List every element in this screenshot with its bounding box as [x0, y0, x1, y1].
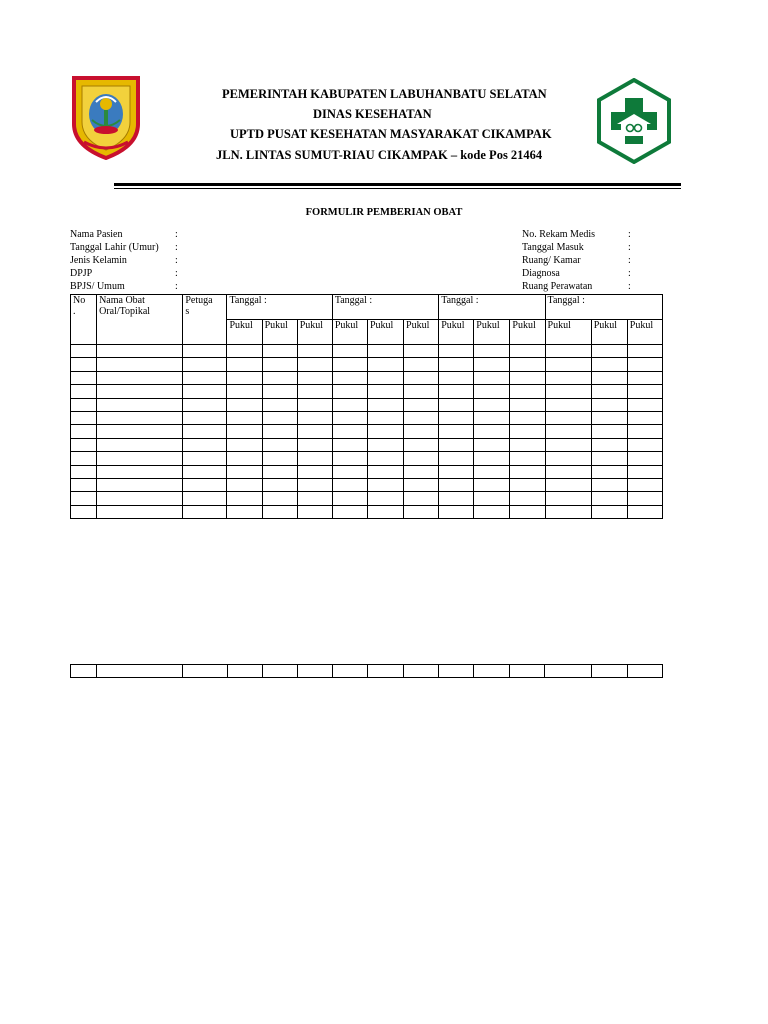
empty-cell[interactable]	[510, 452, 545, 465]
empty-cell[interactable]	[183, 358, 227, 371]
empty-cell[interactable]	[439, 438, 474, 451]
empty-cell[interactable]	[367, 345, 403, 358]
empty-cell[interactable]	[97, 505, 183, 518]
empty-cell[interactable]	[97, 358, 183, 371]
col-header-pukul: Pukul	[262, 320, 297, 345]
empty-cell[interactable]	[262, 452, 297, 465]
empty-cell[interactable]	[627, 452, 662, 465]
empty-cell[interactable]	[227, 452, 262, 465]
empty-cell[interactable]	[367, 425, 403, 438]
empty-cell[interactable]	[439, 358, 474, 371]
empty-cell[interactable]	[227, 398, 262, 411]
empty-cell[interactable]	[71, 452, 97, 465]
empty-cell[interactable]	[474, 371, 510, 384]
info-row-rekam-medis	[522, 228, 636, 241]
empty-cell[interactable]	[404, 492, 439, 505]
empty-cell[interactable]	[474, 478, 510, 491]
table-row	[71, 665, 663, 678]
empty-cell[interactable]	[474, 345, 510, 358]
info-colon: :	[175, 268, 178, 279]
empty-cell[interactable]	[591, 478, 627, 491]
col-header-petugas: Petuga s	[183, 295, 227, 345]
empty-cell[interactable]	[183, 425, 227, 438]
info-row-tanggal-lahir	[70, 241, 183, 254]
col-header-pukul: Pukul	[545, 320, 591, 345]
empty-cell[interactable]	[97, 411, 183, 424]
col-header-tanggal: Tanggal :	[227, 295, 332, 320]
empty-cell[interactable]	[367, 438, 403, 451]
empty-cell[interactable]	[510, 358, 545, 371]
empty-cell[interactable]	[227, 465, 262, 478]
empty-cell[interactable]	[474, 425, 510, 438]
empty-cell[interactable]	[545, 438, 591, 451]
table-row	[71, 411, 663, 424]
info-label: Nama Pasien	[70, 229, 123, 240]
empty-cell[interactable]	[545, 505, 591, 518]
col-header-pukul: Pukul	[627, 320, 662, 345]
table-row	[71, 505, 663, 518]
empty-cell[interactable]	[591, 505, 627, 518]
empty-cell[interactable]	[439, 478, 474, 491]
col-header-pukul: Pukul	[227, 320, 262, 345]
empty-cell[interactable]	[227, 411, 262, 424]
empty-cell[interactable]	[404, 371, 439, 384]
empty-cell[interactable]	[474, 385, 510, 398]
info-row-jenis-kelamin	[70, 254, 183, 267]
info-colon: :	[628, 268, 631, 279]
empty-cell[interactable]	[510, 492, 545, 505]
empty-cell[interactable]	[332, 505, 367, 518]
empty-cell[interactable]	[183, 411, 227, 424]
col-header-no: No .	[71, 295, 97, 345]
empty-cell[interactable]	[404, 358, 439, 371]
empty-cell[interactable]	[367, 665, 403, 678]
empty-cell[interactable]	[510, 438, 545, 451]
empty-cell[interactable]	[71, 345, 97, 358]
empty-cell[interactable]	[297, 478, 332, 491]
empty-cell[interactable]	[262, 478, 297, 491]
empty-cell[interactable]	[297, 492, 332, 505]
empty-cell[interactable]	[591, 371, 627, 384]
empty-cell[interactable]	[439, 411, 474, 424]
empty-cell[interactable]	[627, 665, 662, 678]
empty-cell[interactable]	[332, 385, 367, 398]
info-colon: :	[628, 281, 631, 292]
empty-cell[interactable]	[227, 665, 262, 678]
empty-cell[interactable]	[227, 425, 262, 438]
empty-cell[interactable]	[367, 505, 403, 518]
info-label: BPJS/ Umum	[70, 281, 125, 292]
empty-cell[interactable]	[404, 411, 439, 424]
table-row	[71, 398, 663, 411]
empty-cell[interactable]	[71, 492, 97, 505]
info-row-dpjp	[70, 267, 183, 280]
header-line-4: JLN. LINTAS SUMUT-RIAU CIKAMPAK – kode Pos 21464	[216, 148, 543, 162]
col-header-pukul: Pukul	[474, 320, 510, 345]
empty-cell[interactable]	[627, 438, 662, 451]
empty-cell[interactable]	[627, 492, 662, 505]
empty-cell[interactable]	[474, 438, 510, 451]
col-header-pukul: Pukul	[297, 320, 332, 345]
empty-cell[interactable]	[262, 505, 297, 518]
col-header-tanggal: Tanggal :	[545, 295, 662, 320]
empty-cell[interactable]	[71, 505, 97, 518]
table-row	[71, 425, 663, 438]
empty-cell[interactable]	[332, 425, 367, 438]
col-header-nama-obat: Nama Obat Oral/Topikal	[97, 295, 183, 345]
empty-cell[interactable]	[71, 478, 97, 491]
table-row	[71, 478, 663, 491]
regency-emblem-logo	[70, 72, 142, 160]
empty-cell[interactable]	[297, 425, 332, 438]
empty-cell[interactable]	[404, 665, 439, 678]
empty-cell[interactable]	[71, 438, 97, 451]
empty-cell[interactable]	[183, 371, 227, 384]
empty-cell[interactable]	[510, 425, 545, 438]
puskesmas-logo	[597, 78, 671, 164]
medication-table	[70, 294, 663, 519]
empty-cell[interactable]	[97, 398, 183, 411]
empty-cell[interactable]	[183, 385, 227, 398]
empty-cell[interactable]	[627, 411, 662, 424]
empty-cell[interactable]	[332, 465, 367, 478]
empty-cell[interactable]	[227, 492, 262, 505]
empty-cell[interactable]	[97, 452, 183, 465]
empty-cell[interactable]	[332, 345, 367, 358]
empty-cell[interactable]	[262, 411, 297, 424]
col-header-pukul: Pukul	[510, 320, 545, 345]
empty-cell[interactable]	[262, 345, 297, 358]
info-colon: :	[175, 255, 178, 266]
info-row-tanggal-masuk	[522, 241, 636, 254]
empty-cell[interactable]	[71, 465, 97, 478]
empty-cell[interactable]	[97, 492, 183, 505]
empty-cell[interactable]	[297, 371, 332, 384]
empty-cell[interactable]	[297, 465, 332, 478]
empty-cell[interactable]	[367, 492, 403, 505]
info-label: Diagnosa	[522, 268, 560, 279]
empty-cell[interactable]	[97, 665, 183, 678]
empty-cell[interactable]	[439, 665, 474, 678]
info-label: Tanggal Lahir (Umur)	[70, 242, 159, 253]
empty-cell[interactable]	[404, 478, 439, 491]
empty-cell[interactable]	[71, 398, 97, 411]
table-row	[71, 358, 663, 371]
info-label: Jenis Kelamin	[70, 255, 127, 266]
empty-cell[interactable]	[510, 371, 545, 384]
empty-cell[interactable]	[97, 371, 183, 384]
empty-cell[interactable]	[404, 398, 439, 411]
empty-cell[interactable]	[439, 452, 474, 465]
empty-cell[interactable]	[439, 385, 474, 398]
info-colon: :	[628, 242, 631, 253]
empty-cell[interactable]	[510, 665, 545, 678]
empty-cell[interactable]	[367, 358, 403, 371]
empty-cell[interactable]	[227, 345, 262, 358]
empty-cell[interactable]	[227, 478, 262, 491]
empty-cell[interactable]	[297, 438, 332, 451]
empty-cell[interactable]	[545, 478, 591, 491]
empty-cell[interactable]	[404, 345, 439, 358]
empty-cell[interactable]	[97, 438, 183, 451]
header-divider-thick	[114, 183, 681, 186]
empty-cell[interactable]	[627, 398, 662, 411]
empty-cell[interactable]	[545, 385, 591, 398]
empty-cell[interactable]	[545, 492, 591, 505]
empty-cell[interactable]	[439, 465, 474, 478]
info-colon: :	[628, 255, 631, 266]
empty-cell[interactable]	[262, 371, 297, 384]
info-row-diagnosa	[522, 267, 636, 280]
col-header-pukul: Pukul	[367, 320, 403, 345]
empty-cell[interactable]	[332, 478, 367, 491]
empty-cell[interactable]	[183, 438, 227, 451]
empty-cell[interactable]	[183, 452, 227, 465]
empty-cell[interactable]	[474, 465, 510, 478]
empty-cell[interactable]	[183, 465, 227, 478]
empty-cell[interactable]	[627, 478, 662, 491]
empty-cell[interactable]	[510, 398, 545, 411]
empty-cell[interactable]	[404, 425, 439, 438]
header-line-3: UPTD PUSAT KESEHATAN MASYARAKAT CIKAMPAK	[230, 127, 552, 141]
info-row-nama-pasien	[70, 228, 183, 241]
empty-cell[interactable]	[439, 505, 474, 518]
empty-cell[interactable]	[367, 411, 403, 424]
empty-cell[interactable]	[262, 465, 297, 478]
info-colon: :	[175, 281, 178, 292]
empty-cell[interactable]	[183, 505, 227, 518]
empty-cell[interactable]	[262, 438, 297, 451]
empty-cell[interactable]	[474, 452, 510, 465]
empty-cell[interactable]	[510, 478, 545, 491]
empty-cell[interactable]	[510, 385, 545, 398]
empty-cell[interactable]	[183, 398, 227, 411]
patient-info-right	[522, 228, 636, 293]
empty-cell[interactable]	[591, 492, 627, 505]
empty-cell[interactable]	[262, 398, 297, 411]
empty-cell[interactable]	[297, 505, 332, 518]
empty-cell[interactable]	[332, 452, 367, 465]
empty-cell[interactable]	[627, 425, 662, 438]
empty-cell[interactable]	[262, 385, 297, 398]
empty-cell[interactable]	[545, 665, 591, 678]
empty-cell[interactable]	[332, 438, 367, 451]
table-row	[71, 452, 663, 465]
empty-cell[interactable]	[183, 492, 227, 505]
empty-cell[interactable]	[627, 385, 662, 398]
header-row-tanggal	[71, 295, 663, 320]
col-header-pukul: Pukul	[439, 320, 474, 345]
empty-cell[interactable]	[545, 345, 591, 358]
empty-cell[interactable]	[262, 425, 297, 438]
empty-cell[interactable]	[183, 665, 227, 678]
empty-cell[interactable]	[591, 358, 627, 371]
empty-cell[interactable]	[227, 358, 262, 371]
empty-cell[interactable]	[591, 665, 627, 678]
empty-cell[interactable]	[545, 398, 591, 411]
info-label: Tanggal Masuk	[522, 242, 584, 253]
info-label: DPJP	[70, 268, 93, 279]
empty-cell[interactable]	[367, 478, 403, 491]
empty-cell[interactable]	[367, 398, 403, 411]
header-divider-thin	[114, 188, 681, 189]
empty-cell[interactable]	[332, 371, 367, 384]
empty-cell[interactable]	[71, 665, 97, 678]
empty-cell[interactable]	[71, 385, 97, 398]
info-row-ruang-perawatan	[522, 280, 636, 293]
empty-cell[interactable]	[332, 492, 367, 505]
empty-cell[interactable]	[627, 505, 662, 518]
empty-cell[interactable]	[367, 371, 403, 384]
empty-cell[interactable]	[627, 358, 662, 371]
empty-cell[interactable]	[97, 425, 183, 438]
empty-cell[interactable]	[474, 398, 510, 411]
table-row	[71, 371, 663, 384]
col-header-tanggal: Tanggal :	[332, 295, 438, 320]
empty-cell[interactable]	[510, 411, 545, 424]
table-row	[71, 438, 663, 451]
empty-cell[interactable]	[439, 371, 474, 384]
empty-cell[interactable]	[439, 398, 474, 411]
col-header-tanggal: Tanggal :	[439, 295, 545, 320]
empty-cell[interactable]	[297, 665, 332, 678]
empty-cell[interactable]	[71, 411, 97, 424]
empty-cell[interactable]	[404, 385, 439, 398]
empty-cell[interactable]	[591, 438, 627, 451]
info-label: Ruang/ Kamar	[522, 255, 581, 266]
empty-cell[interactable]	[474, 505, 510, 518]
table-row	[71, 345, 663, 358]
empty-cell[interactable]	[404, 452, 439, 465]
empty-cell[interactable]	[404, 465, 439, 478]
empty-cell[interactable]	[627, 371, 662, 384]
info-row-ruang-kamar	[522, 254, 636, 267]
empty-cell[interactable]	[545, 452, 591, 465]
table-row	[71, 465, 663, 478]
empty-cell[interactable]	[591, 465, 627, 478]
empty-cell[interactable]	[97, 478, 183, 491]
col-header-pukul: Pukul	[404, 320, 439, 345]
empty-cell[interactable]	[227, 371, 262, 384]
empty-cell[interactable]	[545, 371, 591, 384]
info-colon: :	[175, 242, 178, 253]
empty-cell[interactable]	[367, 385, 403, 398]
empty-cell[interactable]	[332, 665, 367, 678]
table-row	[71, 492, 663, 505]
form-title: FORMULIR PEMBERIAN OBAT	[305, 207, 463, 218]
empty-cell[interactable]	[545, 411, 591, 424]
info-label: No. Rekam Medis	[522, 229, 596, 240]
info-row-bpjs	[70, 280, 183, 293]
empty-cell[interactable]	[510, 505, 545, 518]
empty-cell[interactable]	[71, 425, 97, 438]
empty-cell[interactable]	[183, 345, 227, 358]
info-label: Ruang Perawatan	[522, 281, 593, 292]
empty-cell[interactable]	[297, 398, 332, 411]
empty-cell[interactable]	[297, 345, 332, 358]
empty-cell[interactable]	[591, 425, 627, 438]
empty-cell[interactable]	[332, 358, 367, 371]
empty-cell[interactable]	[262, 665, 297, 678]
empty-cell[interactable]	[591, 345, 627, 358]
table-row	[71, 385, 663, 398]
empty-cell[interactable]	[332, 411, 367, 424]
info-colon: :	[628, 229, 631, 240]
empty-cell[interactable]	[227, 438, 262, 451]
medication-table-bottom-row	[70, 664, 663, 678]
empty-cell[interactable]	[474, 358, 510, 371]
empty-cell[interactable]	[627, 345, 662, 358]
empty-cell[interactable]	[262, 358, 297, 371]
empty-cell[interactable]	[510, 465, 545, 478]
col-header-pukul: Pukul	[591, 320, 627, 345]
empty-cell[interactable]	[297, 358, 332, 371]
empty-cell[interactable]	[545, 425, 591, 438]
empty-cell[interactable]	[97, 465, 183, 478]
empty-cell[interactable]	[71, 358, 97, 371]
empty-cell[interactable]	[474, 411, 510, 424]
patient-info-left	[70, 228, 183, 293]
empty-cell[interactable]	[545, 465, 591, 478]
empty-cell[interactable]	[591, 452, 627, 465]
empty-cell[interactable]	[183, 478, 227, 491]
empty-cell[interactable]	[439, 345, 474, 358]
header-line-1: PEMERINTAH KABUPATEN LABUHANBATU SELATAN	[222, 87, 547, 101]
empty-cell[interactable]	[591, 385, 627, 398]
empty-cell[interactable]	[332, 398, 367, 411]
empty-cell[interactable]	[297, 385, 332, 398]
empty-cell[interactable]	[510, 345, 545, 358]
empty-cell[interactable]	[474, 492, 510, 505]
empty-cell[interactable]	[227, 385, 262, 398]
header-line-2: DINAS KESEHATAN	[313, 107, 432, 121]
empty-cell[interactable]	[71, 371, 97, 384]
empty-cell[interactable]	[545, 358, 591, 371]
empty-cell[interactable]	[97, 385, 183, 398]
empty-cell[interactable]	[297, 411, 332, 424]
empty-cell[interactable]	[227, 505, 262, 518]
col-header-pukul: Pukul	[332, 320, 367, 345]
empty-cell[interactable]	[474, 665, 510, 678]
empty-cell[interactable]	[591, 398, 627, 411]
empty-cell[interactable]	[367, 465, 403, 478]
empty-cell[interactable]	[627, 465, 662, 478]
empty-cell[interactable]	[404, 505, 439, 518]
empty-cell[interactable]	[439, 425, 474, 438]
empty-cell[interactable]	[262, 492, 297, 505]
empty-cell[interactable]	[297, 452, 332, 465]
empty-cell[interactable]	[439, 492, 474, 505]
info-colon: :	[175, 229, 178, 240]
empty-cell[interactable]	[97, 345, 183, 358]
empty-cell[interactable]	[367, 452, 403, 465]
empty-cell[interactable]	[404, 438, 439, 451]
empty-cell[interactable]	[591, 411, 627, 424]
